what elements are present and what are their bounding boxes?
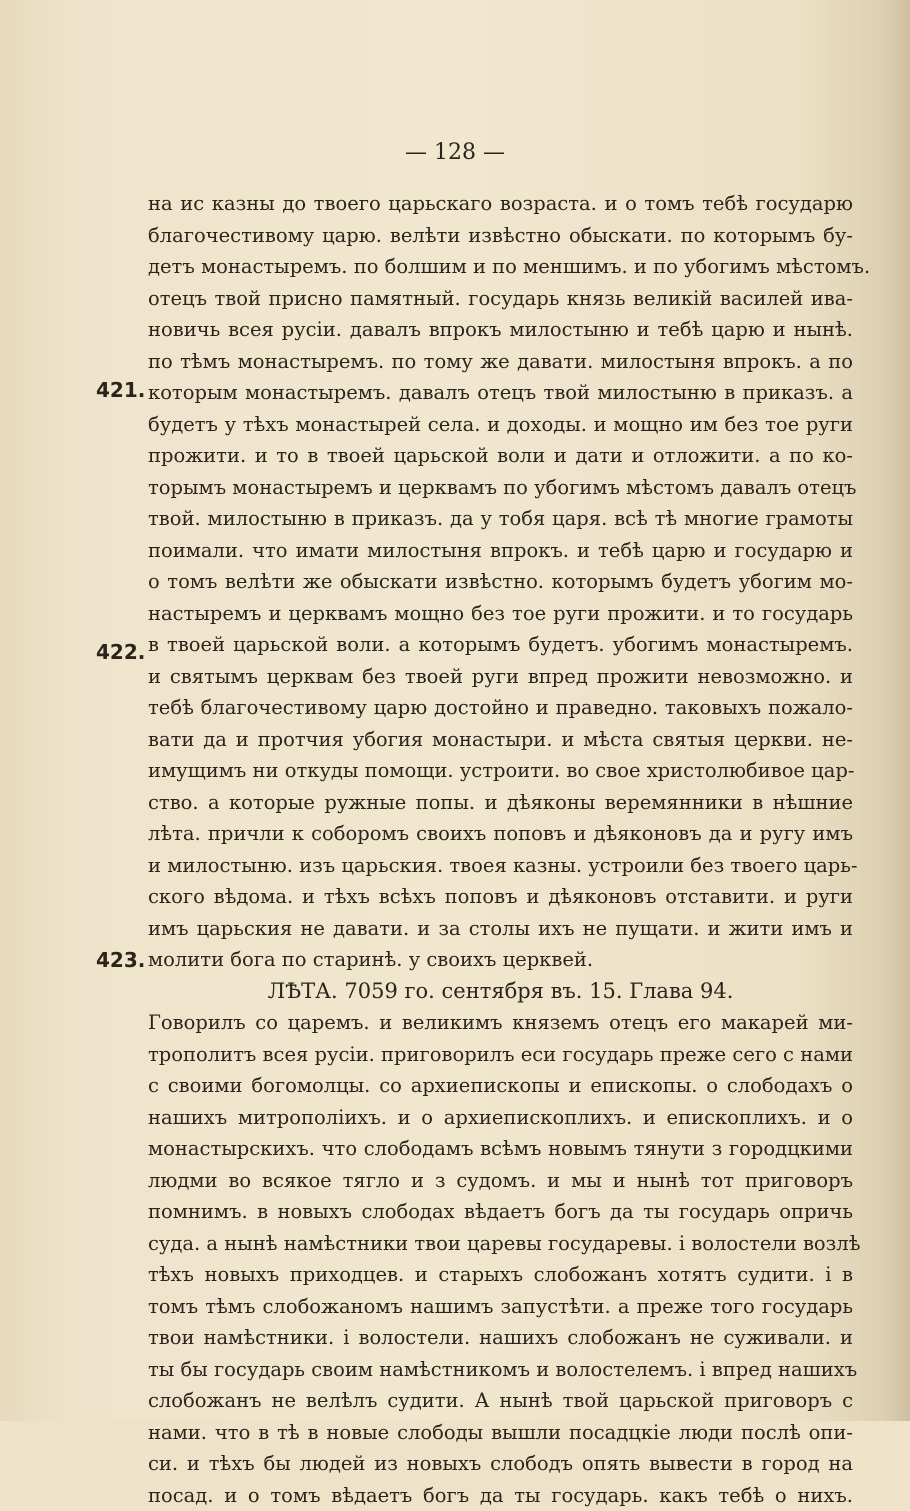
text-line: отецъ твой присно памятный. государь князь великій василей ива- — [148, 283, 853, 315]
text-line: молити бога по старинѣ. у своихъ церквей. — [148, 944, 853, 976]
text-line: настыремъ и церквамъ мощно без тое руги прожити. и то государь — [148, 598, 853, 630]
text-line: тебѣ благочестивому царю достойно и праведно. таковыхъ пожало- — [148, 692, 853, 724]
text-line: слобожанъ не велѣлъ судити. А нынѣ твой царьской приговоръ с — [148, 1385, 853, 1417]
text-line: си. и тѣхъ бы людей из новыхъ слободъ опять вывести в город на — [148, 1448, 853, 1480]
text-line: нами. что в тѣ в новые слободы вышли посадцкіе люди послѣ опи- — [148, 1417, 853, 1449]
text-line: по тѣмъ монастыремъ. по тому же давати. милостыня впрокъ. а по — [148, 346, 853, 378]
text-line: суда. а нынѣ намѣстники твои царевы государевы. і волостели возлѣ — [148, 1228, 853, 1260]
text-line: поимали. что имати милостыня впрокъ. и тебѣ царю и государю и — [148, 535, 853, 567]
text-line: людми во всякое тягло и з судомъ. и мы и нынѣ тот приговоръ — [148, 1165, 853, 1197]
text-line: и милостыню. изъ царьския. твоея казны. устроили без твоего царь- — [148, 850, 853, 882]
text-line: вати да и протчия убогия монастыри. и мѣста святыя церкви. не- — [148, 724, 853, 756]
text-line: помнимъ. в новыхъ слободах вѣдаетъ богъ да ты государь опричь — [148, 1196, 853, 1228]
text-line: тѣхъ новыхъ приходцев. и старыхъ слобожанъ хотятъ судити. і в — [148, 1259, 853, 1291]
text-line: твой. милостыню в приказъ. да у тобя царя. всѣ тѣ многие грамоты — [148, 503, 853, 535]
text-line: новичь всея русіи. давалъ впрокъ милостыню и тебѣ царю и нынѣ. — [148, 314, 853, 346]
page-number: — 128 — — [0, 140, 910, 165]
text-line: ство. а которые ружные попы. и дѣяконы веремянники в нѣшние — [148, 787, 853, 819]
body-text — [148, 188, 853, 1511]
text-line: которым монастыремъ. давалъ отецъ твой милостыню в приказъ. а — [148, 377, 853, 409]
text-line: будетъ у тѣхъ монастырей села. и доходы. и мощно им без тое руги — [148, 409, 853, 441]
text-line: торымъ монастыремъ и церквамъ по убогимъ мѣстомъ давалъ отецъ — [148, 472, 853, 504]
text-line: о томъ велѣти же обыскати извѣстно. которымъ будетъ убогим мо- — [148, 566, 853, 598]
text-line: нашихъ митрополіихъ. и о архиепископлихъ. и епископлихъ. и о — [148, 1102, 853, 1134]
chapter-heading: ЛѢТА. 7059 го. сентября въ. 15. Глава 94. — [148, 976, 853, 1008]
text-line: Говорилъ со царемъ. и великимъ княземъ отецъ его макарей ми- — [148, 1007, 853, 1039]
text-line: прожити. и то в твоей царьской воли и дати и отложити. а по ко- — [148, 440, 853, 472]
text-line: посад. и о томъ вѣдаетъ богъ да ты государь. какъ тебѣ о нихъ. — [148, 1480, 853, 1511]
text-line: имъ царьския не давати. и за столы ихъ не пущати. и жити имъ и — [148, 913, 853, 945]
text-line: трополитъ всея русіи. приговорилъ еси государь преже сего с нами — [148, 1039, 853, 1071]
text-line: детъ монастыремъ. по болшим и по меншимъ. и по убогимъ мѣстомъ. — [148, 251, 853, 283]
text-line: лѣта. причли к соборомъ своихъ поповъ и дѣяконовъ да и ругу имъ — [148, 818, 853, 850]
text-line: и святымъ церквам без твоей руги впред прожити невозможно. и — [148, 661, 853, 693]
text-line: с своими богомолцы. со архиепископы и епископы. о слободахъ о — [148, 1070, 853, 1102]
text-line: на ис казны до твоего царьскаго возраста. и о томъ тебѣ государю — [148, 188, 853, 220]
text-line: в твоей царьской воли. а которымъ будетъ. убогимъ монастыремъ. — [148, 629, 853, 661]
text-line: ского вѣдома. и тѣхъ всѣхъ поповъ и дѣяконовъ отставити. и руги — [148, 881, 853, 913]
text-line: монастырскихъ. что слободамъ всѣмъ новымъ тянути з городцкими — [148, 1133, 853, 1165]
margin-number: 422. — [96, 640, 145, 664]
text-line: ты бы государь своим намѣстникомъ и волостелемъ. і впред нашихъ — [148, 1354, 853, 1386]
margin-number: 421. — [96, 378, 145, 402]
margin-number: 423. — [96, 948, 145, 972]
text-line: благочестивому царю. велѣти извѣстно обыскати. по которымъ бу- — [148, 220, 853, 252]
text-line: твои намѣстники. і волостели. нашихъ слобожанъ не суживали. и — [148, 1322, 853, 1354]
text-line: имущимъ ни откуды помощи. устроити. во свое христолюбивое цар- — [148, 755, 853, 787]
text-line: томъ тѣмъ слобожаномъ нашимъ запустѣти. а преже того государь — [148, 1291, 853, 1323]
